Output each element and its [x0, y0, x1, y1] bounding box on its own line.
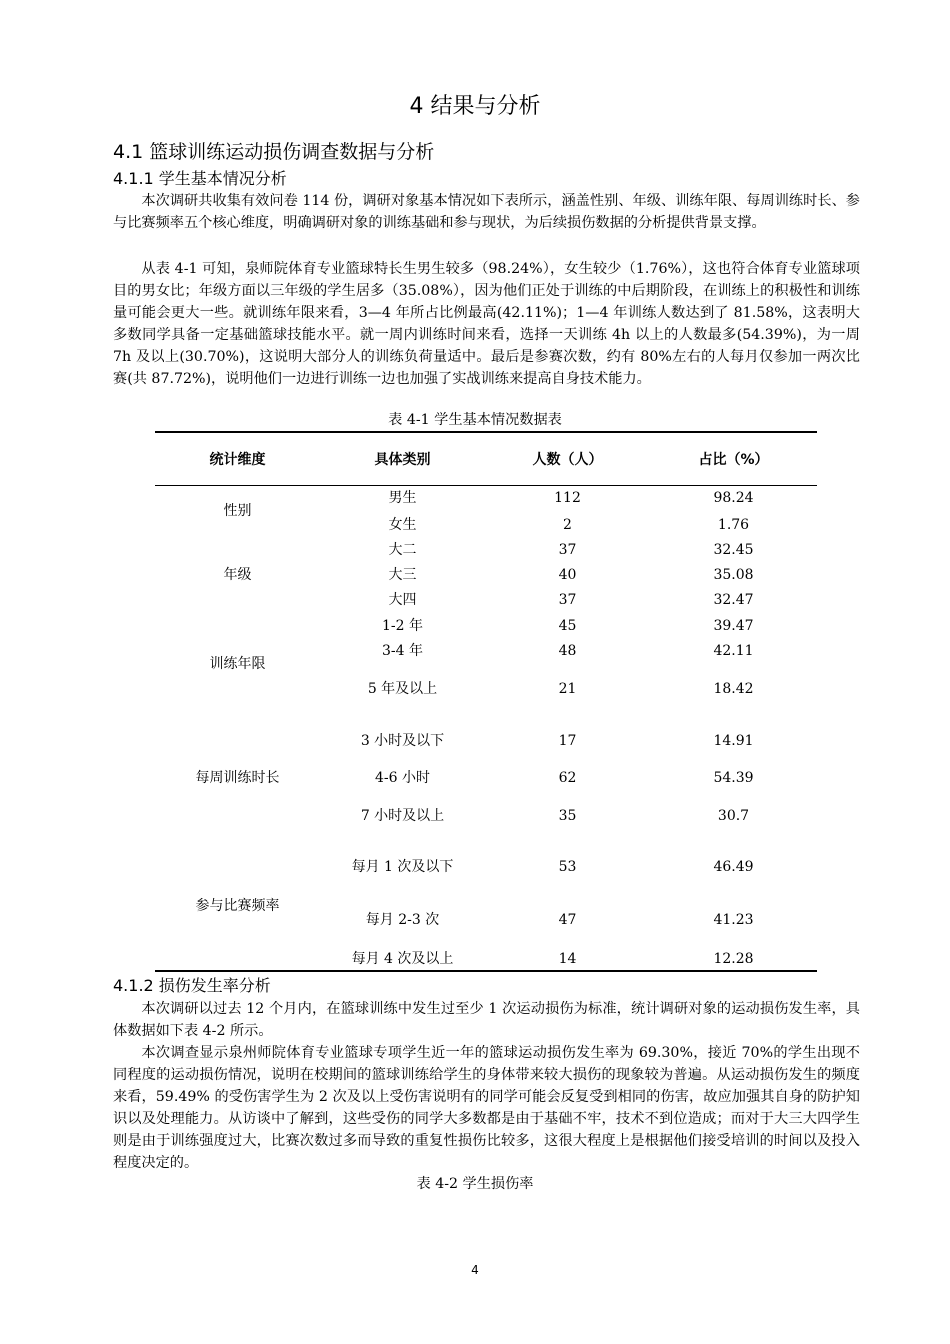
table-header-rule [155, 485, 817, 486]
table-cell: 35 [558, 808, 577, 824]
table-bottom-rule [155, 970, 817, 972]
paragraph-survey-overview: 本次调研共收集有效问卷 114 份，调研对象基本情况如下表所示，涵盖性别、年级、训练年限、每周训练时长、参与比赛频率五个核心维度，明确调研对象的训练基础和参与现状，为后续损伤数据的分析提供背景支撑。 [113, 193, 860, 231]
table-cell: 每月 4 次及以上 [351, 951, 454, 967]
dimension-gender: 性别 [223, 503, 252, 519]
table-cell: 大四 [388, 592, 417, 608]
table-cell: 30.7 [717, 808, 750, 824]
table-cell: 41.23 [713, 912, 754, 928]
table-cell: 62 [558, 770, 577, 786]
dimension-training-years: 训练年限 [209, 656, 266, 672]
subsection-title-basic-info: 4.1.1 学生基本情况分析 [113, 169, 287, 188]
table-cell: 37 [558, 542, 577, 558]
table-cell: 35.08 [713, 567, 754, 583]
table-cell: 40 [558, 567, 577, 583]
table-cell: 42.11 [713, 643, 754, 659]
header-dimension: 统计维度 [209, 452, 266, 468]
paragraph-injury-analysis: 本次调查显示泉州师院体育专业篮球专项学生近一年的篮球运动损伤发生率为 69.30%，接近 70%的学生出现不同程度的运动损伤情况，说明在校期间的篮球训练给学生的身体带来较大损伤的现象较为普遍。从运动损伤发生的频度来看，59.49% 的受伤害学生为 2 次及以上受伤害说明有的同学可能会反复受到相同的伤害，故应加强其自身的防护知识以及处理能力。从访谈中了解到，这些受伤的同学大多数都是由于基础不牢，技术不到位造成；而对于大三大四学生则是由于训练强度过大，比赛次数过多而导致的重复性损伤比较多，这很大程度上是根据他们接受培训的时间以及投入程度决定的。 [113, 1045, 860, 1171]
table-cell: 39.47 [713, 618, 754, 634]
table-cell: 2 [563, 517, 572, 533]
table-cell: 7 小时及以上 [360, 808, 445, 824]
table-cell: 48 [558, 643, 577, 659]
paragraph-table-analysis: 从表 4-1 可知，泉师院体育专业篮球特长生男生较多（98.24%），女生较少（1.76%），这也符合体育专业篮球项目的男女比；年级方面以三年级的学生居多（35.08%），因为他们正处于训练的中后期阶段，在训练上的积极性和训练量可能会更大一些。就训练年限来看，3—4 年所占比例最高(42.11%)；1—4 年训练人数达到了 81.58%，这表明大多数同学具备一定基础篮球技能水平。就一周内训练时间来看，选择一天训练 4h 以上的人数最多(54.39%)，为一周 7h 及以上(30.70%)，这说明大部分人的训练负荷量适中。最后是参赛次数，约有 80%左右的人每月仅参加一两次比赛(共 87.72%)，说明他们一边进行训练一边也加强了实战训练来提高自身技术能力。 [113, 261, 860, 387]
table-cell: 98.24 [713, 490, 754, 506]
table-cell: 14.91 [713, 733, 754, 749]
table-cell: 112 [554, 490, 581, 506]
header-percent: 占比（%） [698, 452, 769, 468]
table-cell: 45 [558, 618, 577, 634]
chapter-title: 4 结果与分析 [409, 94, 541, 119]
table-cell: 5 年及以上 [367, 681, 438, 697]
paragraph-injury-criteria: 本次调研以过去 12 个月内，在篮球训练中发生过至少 1 次运动损伤为标准，统计调研对象的运动损伤发生率，具体数据如下表 4-2 所示。 [113, 1001, 860, 1039]
table-cell: 女生 [388, 517, 417, 533]
table-1-caption: 表 4-1 学生基本情况数据表 [388, 412, 562, 428]
header-category: 具体类别 [374, 452, 431, 468]
table-cell: 大二 [388, 542, 417, 558]
table-cell: 每月 2-3 次 [365, 912, 440, 928]
table-cell: 54.39 [713, 770, 754, 786]
table-cell: 1-2 年 [382, 618, 423, 634]
table-cell: 47 [558, 912, 577, 928]
table-cell: 14 [558, 951, 577, 967]
dimension-weekly-hours: 每周训练时长 [195, 770, 280, 786]
table-cell: 4-6 小时 [375, 770, 430, 786]
table-cell: 男生 [388, 490, 417, 506]
dimension-grade: 年级 [223, 567, 252, 583]
table-cell: 53 [558, 859, 577, 875]
table-cell: 37 [558, 592, 577, 608]
dimension-competition-frequency: 参与比赛频率 [195, 898, 280, 914]
table-top-rule [155, 431, 817, 433]
table-cell: 18.42 [713, 681, 754, 697]
table-cell: 3-4 年 [382, 643, 423, 659]
table-cell: 1.76 [717, 517, 750, 533]
table-cell: 12.28 [713, 951, 754, 967]
header-count: 人数（人） [532, 452, 603, 468]
table-cell: 32.47 [713, 592, 754, 608]
table-cell: 大三 [388, 567, 417, 583]
table-2-caption: 表 4-2 学生损伤率 [416, 1176, 534, 1192]
table-cell: 每月 1 次及以下 [351, 859, 454, 875]
table-cell: 3 小时及以下 [360, 733, 445, 749]
table-cell: 32.45 [713, 542, 754, 558]
page-number: 4 [471, 1263, 479, 1277]
subsection-title-injury-rate: 4.1.2 损伤发生率分析 [113, 976, 271, 995]
section-title: 4.1 篮球训练运动损伤调查数据与分析 [113, 141, 435, 163]
table-cell: 17 [558, 733, 577, 749]
table-cell: 21 [558, 681, 577, 697]
table-cell: 46.49 [713, 859, 754, 875]
